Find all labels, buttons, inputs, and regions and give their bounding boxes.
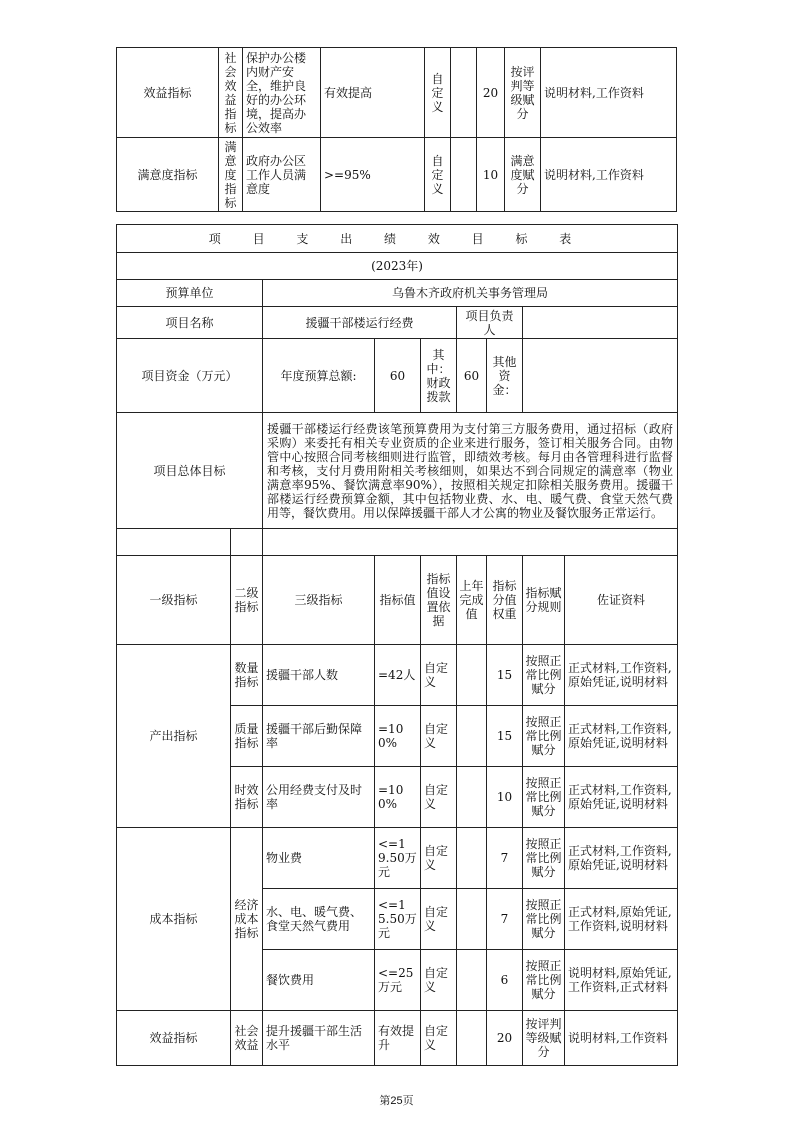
project-name-label: 项目名称 — [117, 307, 263, 339]
weight-cell: 15 — [487, 645, 523, 706]
header-level1: 一级指标 — [117, 556, 231, 645]
rule-cell: 按评判等级赋分 — [523, 1011, 565, 1066]
level3-cell: 援疆干部后勤保障率 — [263, 706, 375, 767]
rule-cell: 按照正常比例赋分 — [523, 828, 565, 889]
spacer-row — [117, 529, 678, 556]
evidence-cell: 说明材料,工作资料 — [541, 138, 677, 212]
weight-cell: 7 — [487, 889, 523, 950]
value-cell: =100% — [375, 706, 421, 767]
last-cell — [457, 828, 487, 889]
evidence-cell: 正式材料,工作资料,原始凭证,说明材料 — [565, 645, 678, 706]
basis-cell: 自定义 — [421, 645, 457, 706]
value-cell: <=19.50万元 — [375, 828, 421, 889]
header-row — [117, 556, 678, 645]
table-row — [117, 645, 678, 706]
value-cell: >=95% — [321, 138, 425, 212]
annual-total-value: 60 — [375, 339, 421, 413]
spacer-cell — [263, 529, 678, 556]
value-cell: =42人 — [375, 645, 421, 706]
header-basis: 指标值设置依据 — [421, 556, 457, 645]
last-cell — [457, 645, 487, 706]
basis-cell: 自定义 — [421, 950, 457, 1011]
level3-cell: 餐饮费用 — [263, 950, 375, 1011]
table-year: (2023年) — [117, 253, 678, 280]
budget-unit-value: 乌鲁木齐政府机关事务管理局 — [263, 280, 678, 307]
value-cell: 有效提升 — [375, 1011, 421, 1066]
benefit-level2: 社会效益 — [231, 1011, 263, 1066]
header-rule: 指标赋分规则 — [523, 556, 565, 645]
weight-cell: 6 — [487, 950, 523, 1011]
level2-cell: 数量指标 — [231, 645, 263, 706]
header-value: 指标值 — [375, 556, 421, 645]
cost-level2: 经济成本指标 — [231, 828, 263, 1011]
level2-cell: 质量指标 — [231, 706, 263, 767]
value-cell: <=15.50万元 — [375, 889, 421, 950]
value-cell: 有效提高 — [321, 48, 425, 138]
level3-cell: 保护办公楼内财产安全，维护良好的办公环境，提高办公效率 — [243, 48, 321, 138]
evidence-cell: 说明材料,工作资料 — [541, 48, 677, 138]
budget-unit-label: 预算单位 — [117, 280, 263, 307]
project-name-row — [117, 307, 678, 339]
header-weight: 指标分值权重 — [487, 556, 523, 645]
performance-goal-table — [116, 224, 678, 1066]
weight-cell: 15 — [487, 706, 523, 767]
value-cell: =100% — [375, 767, 421, 828]
evidence-cell: 正式材料,工作资料,原始凭证,说明材料 — [565, 828, 678, 889]
spacer-cell — [231, 529, 263, 556]
page-number: 第25页 — [379, 1095, 414, 1107]
last-cell — [451, 138, 477, 212]
rule-cell: 按照正常比例赋分 — [523, 889, 565, 950]
header-level3: 三级指标 — [263, 556, 375, 645]
overall-goal-row — [117, 413, 678, 529]
rule-cell: 按照正常比例赋分 — [523, 767, 565, 828]
other-value — [523, 339, 678, 413]
output-level1: 产出指标 — [117, 645, 231, 828]
goal-label: 项目总体目标 — [117, 413, 263, 529]
weight-cell: 10 — [477, 138, 505, 212]
project-owner-value — [523, 307, 678, 339]
header-level2: 二级指标 — [231, 556, 263, 645]
level1-cell: 满意度指标 — [117, 138, 219, 212]
header-last: 上年完成值 — [457, 556, 487, 645]
basis-cell: 自定义 — [421, 889, 457, 950]
level3-cell: 政府办公区工作人员满意度 — [243, 138, 321, 212]
funds-label: 项目资金（万元） — [117, 339, 263, 413]
header-evidence: 佐证资料 — [565, 556, 678, 645]
table-row — [117, 828, 678, 889]
level3-cell: 水、电、暖气费、食堂天然气费用 — [263, 889, 375, 950]
year-row — [117, 253, 678, 280]
basis-cell: 自定义 — [425, 48, 451, 138]
spacer-cell — [117, 529, 231, 556]
weight-cell: 7 — [487, 828, 523, 889]
level2-cell: 满意度指标 — [219, 138, 243, 212]
rule-cell: 按评判等级赋分 — [505, 48, 541, 138]
level3-cell: 公用经费支付及时率 — [263, 767, 375, 828]
project-name-value: 援疆干部楼运行经费 — [263, 307, 457, 339]
cost-level1: 成本指标 — [117, 828, 231, 1011]
basis-cell: 自定义 — [421, 706, 457, 767]
annual-total-label: 年度预算总额: — [263, 339, 375, 413]
level3-cell: 物业费 — [263, 828, 375, 889]
top-indicator-table — [116, 47, 677, 212]
other-label: 其他资金： — [487, 339, 523, 413]
rule-cell: 满意度赋分 — [505, 138, 541, 212]
last-cell — [451, 48, 477, 138]
last-cell — [457, 1011, 487, 1066]
evidence-cell: 正式材料,工作资料,原始凭证,说明材料 — [565, 767, 678, 828]
table-title-row — [117, 225, 678, 253]
level3-cell: 提升援疆干部生活水平 — [263, 1011, 375, 1066]
benefit-level1: 效益指标 — [117, 1011, 231, 1066]
basis-cell: 自定义 — [425, 138, 451, 212]
table-row — [117, 138, 677, 212]
evidence-cell: 正式材料,原始凭证,工作资料,说明材料 — [565, 889, 678, 950]
weight-cell: 20 — [477, 48, 505, 138]
value-cell: <=25万元 — [375, 950, 421, 1011]
rule-cell: 按照正常比例赋分 — [523, 645, 565, 706]
evidence-cell: 说明材料,原始凭证,工作资料,正式材料 — [565, 950, 678, 1011]
evidence-cell: 正式材料,工作资料,原始凭证,说明材料 — [565, 706, 678, 767]
budget-unit-row — [117, 280, 678, 307]
rule-cell: 按照正常比例赋分 — [523, 706, 565, 767]
level3-cell: 援疆干部人数 — [263, 645, 375, 706]
last-cell — [457, 889, 487, 950]
evidence-cell: 说明材料,工作资料 — [565, 1011, 678, 1066]
project-owner-label: 项目负责人 — [457, 307, 523, 339]
weight-cell: 20 — [487, 1011, 523, 1066]
weight-cell: 10 — [487, 767, 523, 828]
table-row — [117, 1011, 678, 1066]
table-row — [117, 48, 677, 138]
rule-cell: 按照正常比例赋分 — [523, 950, 565, 1011]
level2-cell: 时效指标 — [231, 767, 263, 828]
level2-cell: 社会效益指标 — [219, 48, 243, 138]
last-cell — [457, 950, 487, 1011]
basis-cell: 自定义 — [421, 828, 457, 889]
basis-cell: 自定义 — [421, 767, 457, 828]
fiscal-label: 其中：财政拨款 — [421, 339, 457, 413]
goal-text: 援疆干部楼运行经费该笔预算费用为支付第三方服务费用，通过招标（政府采购）来委托有相关专业资质的企业来进行服务，签订相关服务合同。由物管中心按照合同考核细则进行监管，即绩效考核。每月由各管理科进行监督和考核，支付月费用附相关考核细则，如果达不到合同规定的满意率（物业满意率95%、餐饮满意率90%），按照相关规定扣除相关服务费用。援疆干部楼运行经费预算金额，其中包括物业费、水、电、暖气费、食堂天然气费用等，餐饮费用。用以保障援疆干部人才公寓的物业及餐饮服务正常运行。 — [263, 413, 678, 529]
last-cell — [457, 706, 487, 767]
table-title: 项 目 支 出 绩 效 目 标 表 — [117, 225, 678, 253]
project-funds-row — [117, 339, 678, 413]
basis-cell: 自定义 — [421, 1011, 457, 1066]
level1-cell: 效益指标 — [117, 48, 219, 138]
fiscal-value: 60 — [457, 339, 487, 413]
last-cell — [457, 767, 487, 828]
